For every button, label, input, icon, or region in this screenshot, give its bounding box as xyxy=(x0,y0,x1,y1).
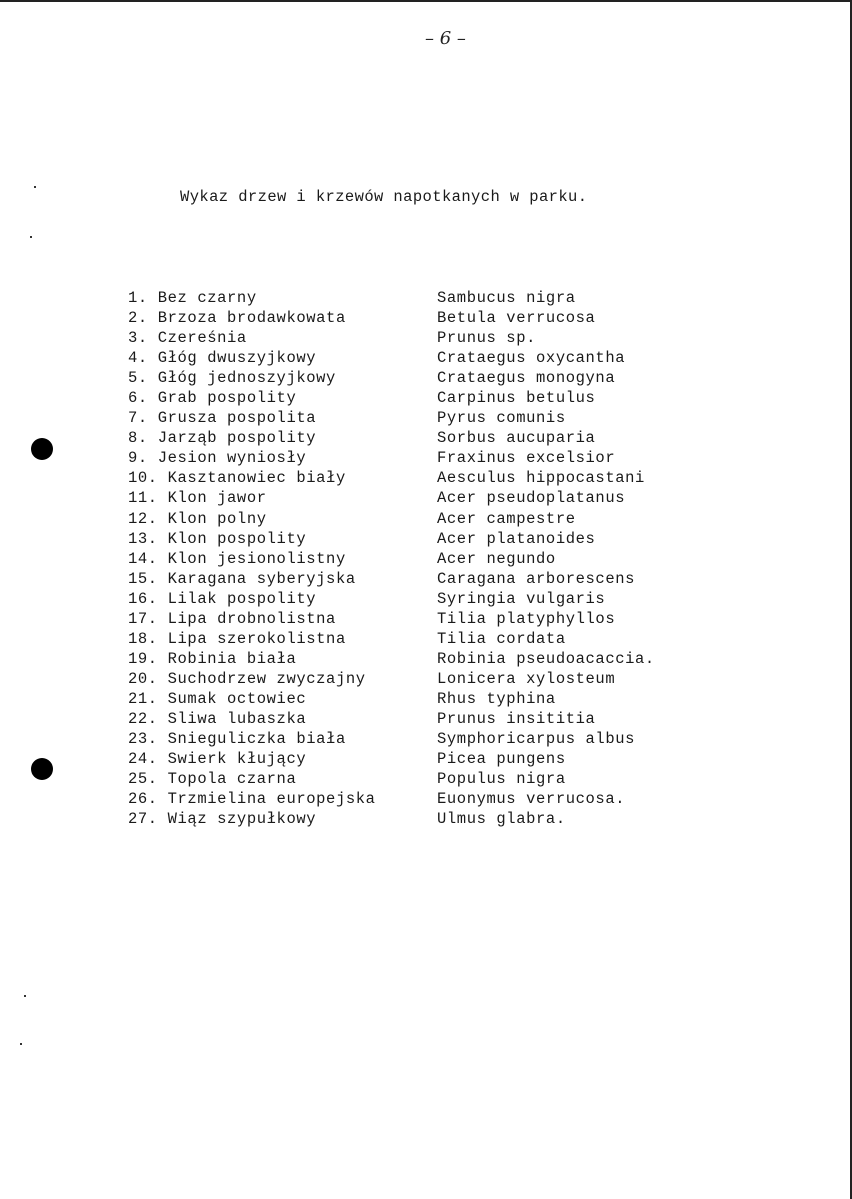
species-number: 22. xyxy=(128,709,158,728)
species-number: 11. xyxy=(128,489,158,508)
species-latin-name: Caragana arborescens xyxy=(437,569,636,588)
species-polish-name xyxy=(128,690,306,708)
species-number: 13. xyxy=(128,529,158,548)
document-heading: Wykaz drzew i krzewów napotkanych w parku. xyxy=(180,188,588,206)
species-number: 15. xyxy=(128,569,158,588)
species-latin-name: Ulmus glabra. xyxy=(437,810,566,829)
species-latin-name: Lonicera xylosteum xyxy=(437,669,616,688)
page-number: – 6 – xyxy=(425,28,466,49)
species-number: 25. xyxy=(128,770,158,789)
species-row xyxy=(128,710,688,730)
species-latin-name: Euonymus verrucosa. xyxy=(437,790,626,809)
species-row xyxy=(128,650,688,670)
species-polish-label: Brzoza brodawkowata xyxy=(157,309,346,328)
species-row xyxy=(128,429,688,449)
species-row xyxy=(128,550,688,570)
species-polish-name xyxy=(128,670,366,688)
species-number: 2. xyxy=(128,309,148,328)
species-number: 1. xyxy=(128,289,148,307)
species-polish-label: Głóg jednoszyjkowy xyxy=(157,369,336,388)
species-polish-name xyxy=(128,730,346,748)
scan-speck xyxy=(20,1043,22,1045)
species-row xyxy=(128,750,688,770)
species-latin-name: Carpinus betulus xyxy=(437,389,596,408)
species-number: 24. xyxy=(128,750,158,769)
species-polish-label: Głóg dwuszyjkowy xyxy=(157,349,317,368)
species-number: 19. xyxy=(128,649,158,668)
species-row xyxy=(128,489,688,509)
species-polish-label: Jesion wyniosły xyxy=(157,449,307,468)
species-polish-name xyxy=(128,349,316,367)
species-number: 5. xyxy=(128,369,148,388)
species-polish-label: Topola czarna xyxy=(167,770,297,789)
species-polish-label: Czereśnia xyxy=(157,329,247,348)
species-row xyxy=(128,630,688,650)
species-number: 6. xyxy=(128,389,148,408)
species-row xyxy=(128,349,688,369)
species-row xyxy=(128,309,688,329)
species-polish-name xyxy=(128,630,346,648)
species-number: 16. xyxy=(128,589,158,608)
species-row xyxy=(128,329,688,349)
species-polish-label: Lilak pospolity xyxy=(167,589,317,608)
species-latin-name: Tilia cordata xyxy=(437,629,566,648)
species-latin-name: Robinia pseudoacaccia. xyxy=(437,649,655,668)
species-polish-label: Swierk kłujący xyxy=(167,750,307,769)
species-latin-name: Rhus typhina xyxy=(437,689,556,708)
scan-speck xyxy=(34,186,36,188)
species-row xyxy=(128,810,688,830)
species-polish-name xyxy=(128,770,296,788)
punch-hole-lower xyxy=(31,758,53,780)
species-number: 3. xyxy=(128,329,148,348)
species-polish-label: Suchodrzew zwyczajny xyxy=(167,669,366,688)
species-polish-label: Jarząb pospolity xyxy=(157,429,317,448)
species-row xyxy=(128,469,688,489)
species-latin-name: Fraxinus excelsior xyxy=(437,449,616,468)
species-polish-name xyxy=(128,409,316,427)
species-polish-label: Klon jesionolistny xyxy=(167,549,346,568)
species-polish-label: Klon pospolity xyxy=(167,529,307,548)
species-polish-name xyxy=(128,510,267,528)
species-latin-name: Aesculus hippocastani xyxy=(437,469,645,488)
species-polish-label: Bez czarny xyxy=(157,289,257,307)
species-number: 12. xyxy=(128,509,158,528)
species-latin-name: Symphoricarpus albus xyxy=(437,730,636,749)
species-row xyxy=(128,770,688,790)
species-number: 7. xyxy=(128,409,148,428)
species-polish-name xyxy=(128,530,306,548)
species-list xyxy=(128,289,688,830)
species-row xyxy=(128,590,688,610)
species-polish-name xyxy=(128,750,306,768)
species-number: 20. xyxy=(128,669,158,688)
species-polish-label: Trzmielina europejska xyxy=(167,790,376,809)
species-polish-name xyxy=(128,810,316,828)
species-polish-label: Wiąz szypułkowy xyxy=(167,810,317,829)
species-number: 21. xyxy=(128,689,158,708)
species-row xyxy=(128,409,688,429)
species-polish-label: Grab pospolity xyxy=(157,389,297,408)
species-number: 26. xyxy=(128,790,158,809)
species-row xyxy=(128,510,688,530)
species-polish-label: Sliwa lubaszka xyxy=(167,709,307,728)
species-polish-name xyxy=(128,289,257,307)
scan-edge-top xyxy=(0,0,852,2)
species-latin-name: Crataegus monogyna xyxy=(437,369,616,388)
species-number: 14. xyxy=(128,549,158,568)
species-row xyxy=(128,670,688,690)
species-polish-name xyxy=(128,429,316,447)
species-row xyxy=(128,570,688,590)
species-latin-name: Crataegus oxycantha xyxy=(437,349,626,368)
species-row xyxy=(128,369,688,389)
species-latin-name: Populus nigra xyxy=(437,770,566,789)
species-row xyxy=(128,389,688,409)
species-latin-name: Acer negundo xyxy=(437,549,556,568)
scan-speck xyxy=(24,995,26,997)
species-latin-name: Tilia platyphyllos xyxy=(437,609,616,628)
species-latin-name: Betula verrucosa xyxy=(437,309,596,328)
species-polish-name xyxy=(128,389,296,407)
species-polish-name xyxy=(128,570,356,588)
species-polish-name xyxy=(128,329,247,347)
species-polish-label: Karagana syberyjska xyxy=(167,569,356,588)
punch-hole-upper xyxy=(31,438,53,460)
species-polish-label: Klon jawor xyxy=(167,489,267,508)
species-polish-name xyxy=(128,610,336,628)
scan-speck xyxy=(30,236,32,238)
species-polish-label: Klon polny xyxy=(167,509,267,528)
species-latin-name: Picea pungens xyxy=(437,750,566,769)
species-latin-name: Prunus sp. xyxy=(437,329,537,348)
species-polish-label: Robinia biała xyxy=(167,649,297,668)
species-polish-name xyxy=(128,369,336,387)
species-polish-name xyxy=(128,469,346,487)
species-number: 27. xyxy=(128,810,158,829)
species-number: 9. xyxy=(128,449,148,468)
species-latin-name: Sorbus aucuparia xyxy=(437,429,596,448)
species-latin-name: Prunus insititia xyxy=(437,709,596,728)
species-polish-name xyxy=(128,449,306,467)
species-number: 23. xyxy=(128,730,158,749)
species-polish-label: Kasztanowiec biały xyxy=(167,469,346,488)
species-latin-name: Pyrus comunis xyxy=(437,409,566,428)
species-latin-name: Syringia vulgaris xyxy=(437,589,606,608)
species-number: 4. xyxy=(128,349,148,368)
species-number: 8. xyxy=(128,429,148,448)
species-polish-label: Lipa drobnolistna xyxy=(167,609,336,628)
species-latin-name: Acer campestre xyxy=(437,509,576,528)
species-polish-name xyxy=(128,550,346,568)
species-row xyxy=(128,449,688,469)
species-latin-name: Acer pseudoplatanus xyxy=(437,489,626,508)
species-polish-label: Grusza pospolita xyxy=(157,409,317,428)
species-polish-label: Sumak octowiec xyxy=(167,689,307,708)
species-number: 10. xyxy=(128,469,158,488)
species-number: 18. xyxy=(128,629,158,648)
species-row xyxy=(128,690,688,710)
species-row xyxy=(128,730,688,750)
species-number: 17. xyxy=(128,609,158,628)
species-polish-name xyxy=(128,710,306,728)
species-row xyxy=(128,289,688,309)
species-polish-name xyxy=(128,790,376,808)
species-polish-name xyxy=(128,590,316,608)
species-row xyxy=(128,610,688,630)
species-polish-name xyxy=(128,489,267,507)
species-latin-name: Sambucus nigra xyxy=(437,289,576,307)
species-polish-label: Lipa szerokolistna xyxy=(167,629,346,648)
species-polish-name xyxy=(128,309,346,327)
species-row xyxy=(128,790,688,810)
species-polish-label: Snieguliczka biała xyxy=(167,730,346,749)
species-latin-name: Acer platanoides xyxy=(437,529,596,548)
species-polish-name xyxy=(128,650,296,668)
species-row xyxy=(128,530,688,550)
